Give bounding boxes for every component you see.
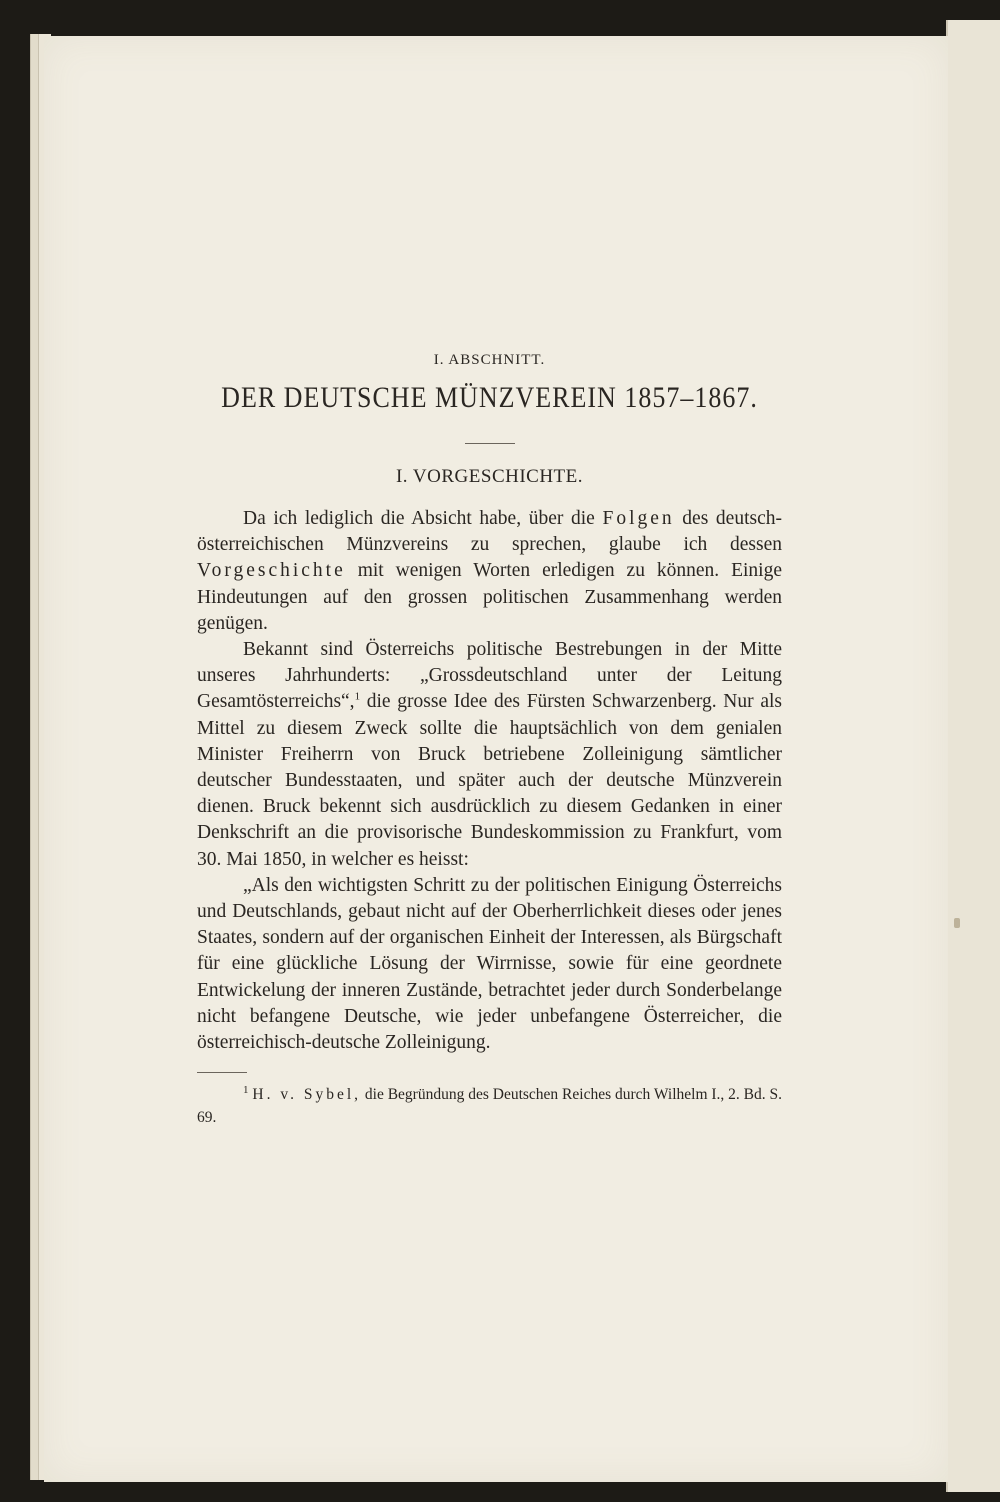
paper-mark [954,918,960,928]
footnote-reference: 1 [354,690,361,703]
footnote [197,1083,782,1129]
footnote-author: H. v. Sybel, [252,1086,362,1104]
emphasis-vorgeschichte: Vorgeschichte [197,560,346,582]
paragraph-2: Bekannt sind Österreichs politische Bestrebungen in der Mitte unseres Jahrhunderts: „Grossdeutschland unter der Leitung Gesamtösterreichs“,$^1$ die grosse Idee des Fürsten Schwarzenberg. Nur als Mittel zu diesem Zweck sollte die hauptsächlich von dem genialen Minister Freiherrn von Bruck betriebene Zolleinigung sämtlicher deutscher Bundesstaaten, und später auch der deutsche Münzverein dienen. Bruck bekennt sich ausdrücklich zu diesem Gedanken in einer Denkschrift an die provisorische Bundeskommission zu Frankfurt, vom 30. Mai 1850, in welcher es heisst: [197,639,782,870]
footnote-divider [197,1072,247,1073]
body-text [197,506,782,1056]
subchapter-title: I. VORGESCHICHTE. [395,466,584,487]
chapter-title: DER DEUTSCHE MÜNZVEREIN 1857–1867. [221,381,758,414]
footnote-mark: 1 [243,1084,249,1097]
page-content [197,352,782,1129]
paragraph-3-quote: „Als den wichtigsten Schritt zu der politischen Einigung Österreichs und Deutschlands, gebaut nicht auf der Oberherrlichkeit dieses oder jenes Staates, sondern auf der organischen Einheit der Interessen, als Bürgschaft für eine glückliche Lösung der Wirrnisse, sowie für eine geordnete Entwickelung der inneren Zustände, betrachtet jeder durch Sonderbelange nicht befangene Deutsche, wie jeder unbefangene Österreicher, die österreichisch-deutsche Zolleinigung. [197,874,782,1054]
adjacent-page-edge [946,20,1000,1492]
section-label: I. ABSCHNITT. [433,352,546,368]
footnote-text: die Begründung des Deutschen Reiches durch Wilhelm I., 2. Bd. S. 69. [197,1086,782,1127]
emphasis-folgen: Folgen [602,508,675,529]
title-divider [465,443,515,444]
paragraph-1: Da ich lediglich die Absicht habe, über die Folgen des deutsch-österreichischen Münzvereins zu sprechen, glaube ich dessen Vorgeschichte mit wenigen Worten erledigen zu können. Einige Hindeutungen auf den grossen politischen Zusammenhang werden genügen. [197,508,782,634]
